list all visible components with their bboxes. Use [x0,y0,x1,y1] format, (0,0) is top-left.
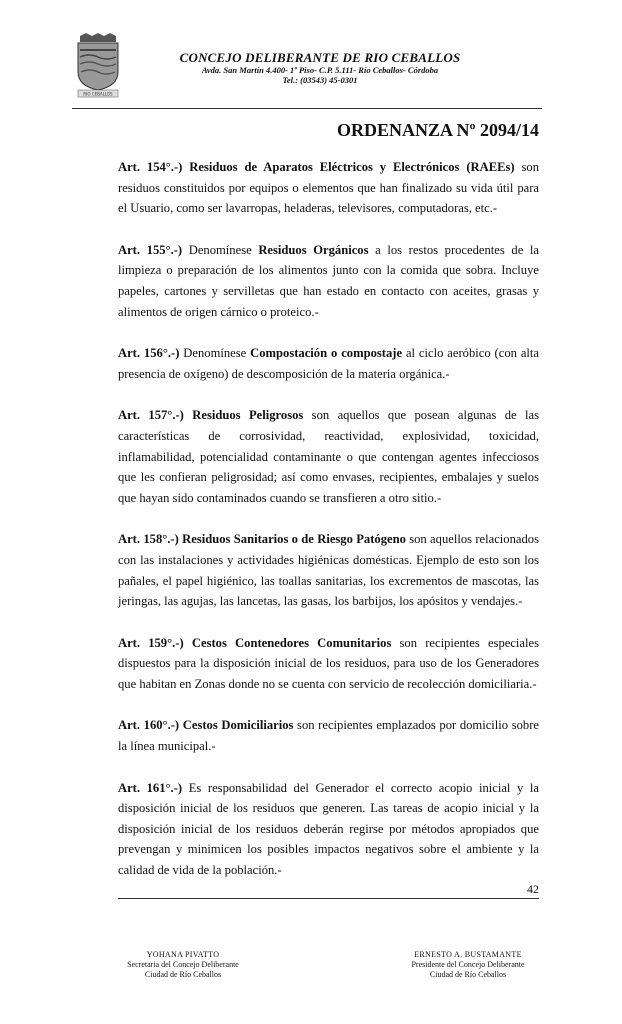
council-phone: Tel.: (03543) 45-0301 [282,75,358,85]
article-text: al ciclo aeróbico (con alta presencia de oxígeno) de descomposición de la materia orgánica.- [118,346,539,381]
article-term: Cestos Contenedores Comunitarios [191,635,392,650]
article-number: Art. 158°.-) [118,532,179,547]
article-number: Art. 157°.-) [118,408,184,423]
svg-text:RIO CEBALLOS: RIO CEBALLOS [83,91,113,97]
article-number: Art. 159°.-) [118,635,184,650]
article-term: Compostación o compostaje [250,346,403,361]
article [118,157,539,219]
article-text: Denomínese [179,346,251,361]
signatory-name: YOHANA PIVATTO [146,950,220,959]
signatory-place: Ciudad de Río Ceballos [144,970,222,979]
article-number: Art. 154°.-) [118,160,183,174]
article-term: Residuos Orgánicos [258,242,369,257]
article-text [184,636,192,650]
signatory-role: Presidente del Concejo Deliberante [411,960,525,969]
ordinance-title: ORDENANZA Nº 2094/14 [337,120,539,140]
article-text: a los restos procedentes de la limpieza o preparación de los alimentos junto con la comida que sobra. Incluye papeles, cartones y servilletas que han estado en contacto con aceites, grasas y alimentos de origen cárnico o proteico.- [118,242,539,319]
letterhead [120,51,520,85]
article-number: Art. 161°.-) [118,780,183,795]
signatory-role: Secretaria del Concejo Deliberante [127,960,239,969]
article [118,343,539,384]
article-text: son aquellos relacionados con las instalaciones y actividades higiénicas domésticas. Ejemplo de esto son los pañales, el papel higiénico, las toallas sanitarias, los excrementos de mascotas, las jeringas, las agujas, las lancetas, las gasas, los barbijos, los apósitos y vendajes.- [118,532,539,609]
article-term: Cestos Domiciliarios [182,718,294,733]
council-name: CONCEJO DELIBERANTE DE RIO CEBALLOS [179,50,461,65]
article-number: Art. 155°.-) [118,242,183,257]
council-address: Avda. San Martín 4.400- 1º Piso- C.P. 5.111- Río Ceballos- Córdoba [201,65,439,75]
signature-block-president [368,950,568,980]
article-term: Residuos Sanitarios o de Riesgo Patógeno [182,532,406,547]
signatory-name: ERNESTO A. BUSTAMANTE [414,950,522,959]
document-body [118,157,539,902]
page-number: 42 [527,882,539,896]
article [118,715,539,756]
footer-divider [118,898,539,899]
article-term: Residuos de Aparatos Eléctricos y Electrónicos (RAEEs) [189,160,515,174]
article-text: Denomínese [182,242,259,257]
article-text: son aquellos que posean algunas de las características de corrosividad, reactividad, explosividad, toxicidad, inflamabilidad, potencialidad contaminante o que contengan agentes infecciosos que les confieran peligrosidad; así como envases, recipientes, embalajes y suelos que hayan sido contaminados cuando se transfieren a otro sitio.- [118,408,539,505]
article [118,633,539,695]
article-text: son recipientes emplazados por domicilio sobre la línea municipal.- [118,718,539,754]
article-text: Es responsabilidad del Generador el correcto acopio inicial y la disposición inicial de los residuos que generen. Las tareas de acopio inicial y la disposición inicial de los residuos deberán regirse por métodos apropiados que prevengan y minimicen los posibles impactos negativos sobre el ambiente y la calidad de vida de la población.- [118,780,539,878]
article-text: son residuos constituidos por equipos o elementos que han finalizado su vida útil para el Usuario, como ser lavarropas, heladeras, televisores, computadoras, etc.- [118,160,539,216]
article [118,405,539,508]
article [118,778,539,881]
signature-block-secretary [83,950,283,980]
signatory-place: Ciudad de Río Ceballos [429,970,507,979]
article-number: Art. 160°.-) [118,718,180,733]
article-text: son recipientes especiales dispuestos para la disposición inicial de los residuos, para uso de los Generadores que habitan en Zonas donde no se cuenta con servicio de recolección domiciliaria.- [118,635,540,691]
article-term: Residuos Peligrosos [192,408,304,423]
article [118,529,539,611]
coat-of-arms-logo [74,32,122,98]
article [118,240,539,322]
header-divider [72,108,542,109]
article-number: Art. 156°.-) [118,346,180,361]
